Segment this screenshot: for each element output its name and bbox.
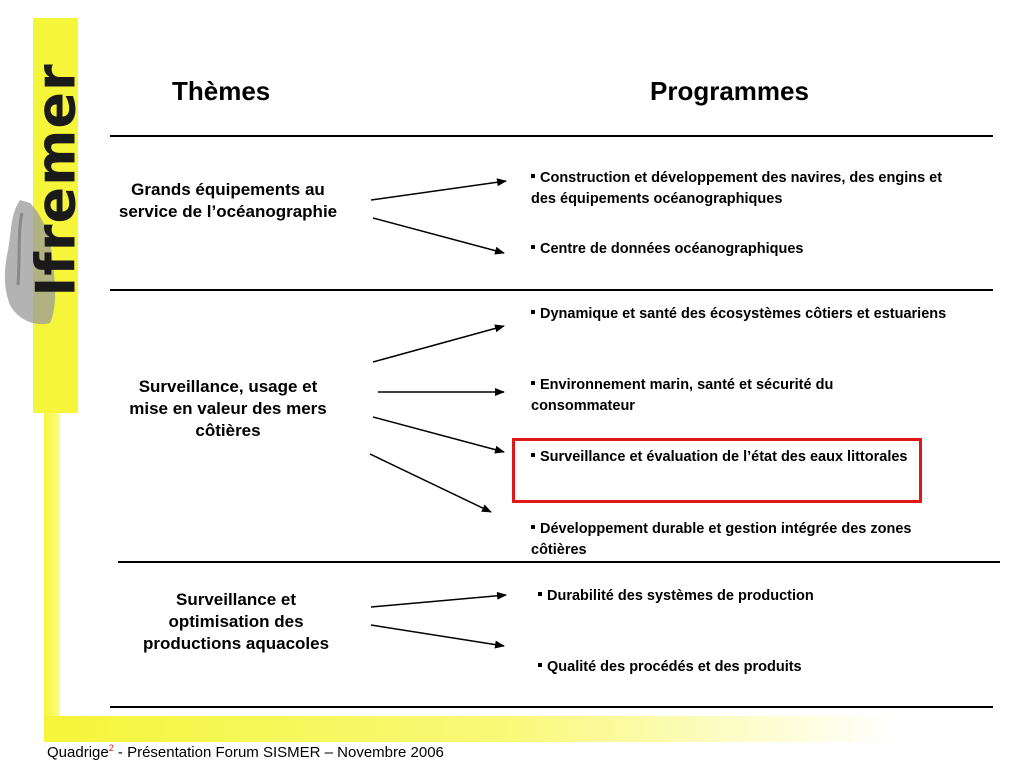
footer-brand: Quadrige (47, 744, 109, 761)
programme-item: Durabilité des systèmes de production (538, 586, 818, 607)
programme-item-highlighted: Surveillance et évaluation de l’état des eaux littorales (531, 447, 916, 468)
theme-grands-equipements: Grands équipements au service de l’océanographie (118, 180, 338, 221)
programme-item: Centre de données océanographiques (531, 239, 951, 260)
arrow (370, 454, 491, 512)
ifremer-logo: Ifremer (24, 63, 88, 297)
theme-surveillance-usage: Surveillance, usage et mise en valeur des mers côtières (129, 377, 327, 440)
arrow (373, 218, 504, 253)
arrow (371, 625, 504, 646)
arrow (371, 595, 506, 607)
arrow (373, 326, 504, 362)
theme-surveillance-aquacoles: Surveillance et optimisation des productions aquacoles (142, 590, 330, 653)
footer-text: - Présentation Forum SISMER – Novembre 2006 (113, 744, 444, 761)
arrow (371, 181, 506, 200)
programme-item: Environnement marin, santé et sécurité du consommateur (531, 377, 834, 414)
programme-item: Construction et développement des navires, des engins et des équipements océanographiques (531, 170, 943, 207)
footer-superscript: 2 (108, 743, 114, 753)
header-themes: Thèmes (172, 76, 271, 106)
programme-item: Dynamique et santé des écosystèmes côtiers et estuariens (531, 304, 951, 325)
programme-item: Qualité des procédés et des produits (538, 657, 818, 678)
arrow (373, 417, 504, 452)
footer (47, 743, 444, 761)
header-programmes: Programmes (650, 76, 809, 106)
programme-item: Développement durable et gestion intégrée des zones côtières (531, 521, 912, 558)
